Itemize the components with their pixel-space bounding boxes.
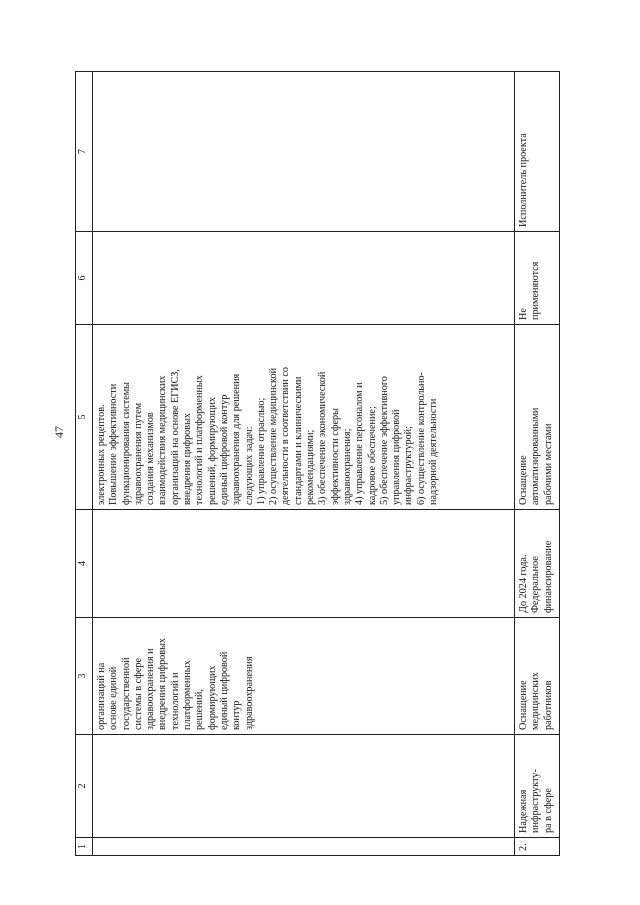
cell-line: автоматизированными (530, 407, 542, 505)
cell-line: До 2024 года. (518, 554, 529, 613)
cell-line: Исполнитель проекта (518, 133, 529, 227)
cell-line: эффективности сферы (329, 408, 341, 505)
cell-line: медицинских (530, 672, 542, 730)
cell-line: организаций на основе ЕГИСЗ, (169, 369, 181, 505)
cell-line: единый цифровой контур (218, 394, 230, 505)
cell-line: 3) обеспечение экономической (317, 371, 329, 505)
cell-line: применяются (530, 261, 542, 320)
cell-line: здравоохранения; (341, 428, 353, 505)
header-cell: 6 (76, 232, 93, 325)
cell-line: платформенных (182, 660, 194, 730)
table-cell (515, 838, 560, 856)
header-cell: 1 (76, 838, 93, 856)
cell-line: формирующих (206, 665, 218, 730)
table-row (93, 72, 515, 856)
cell-line: управления цифровой (391, 409, 403, 505)
table-cell (93, 232, 515, 325)
cell-line: надзорной деятельности (428, 398, 440, 505)
cell-line: Не (518, 308, 529, 320)
header-cell: 3 (76, 618, 93, 735)
cell-line: 2) осуществление медицинской (268, 367, 280, 505)
table-cell (515, 325, 560, 510)
header-cell: 5 (76, 325, 93, 510)
cell-line: электронных рецептов. (96, 404, 107, 505)
cell-line: рекомендациями; (305, 429, 317, 505)
cell-line: технологий и платформенных (194, 375, 206, 505)
cell-line: государственной (120, 657, 132, 730)
table-cell (515, 72, 560, 232)
cell-line: Оснащение (518, 455, 529, 505)
cell-line: кадровое обеспечение; (366, 406, 378, 505)
cell-line: здравоохранения и (145, 648, 157, 730)
cell-line: организаций на (96, 662, 107, 730)
table-cell (93, 838, 515, 856)
cell-line: 5) обеспечение эффективного (378, 376, 390, 505)
cell-line: Надежная (518, 789, 529, 833)
table-cell (93, 72, 515, 232)
cell-line: внедрения цифровых (157, 637, 169, 730)
cell-line: 1) управление отраслью; (255, 397, 267, 505)
cell-line: Федеральное (530, 556, 542, 613)
cell-line: рабочими местами (542, 423, 554, 505)
cell-line: основе единой (108, 666, 120, 730)
cell-line: Повышение эффективности (108, 383, 120, 505)
cell-line: здравоохранения путем (132, 402, 144, 505)
cell-line: Оснащение (518, 680, 529, 730)
cell-line: создания механизмов (145, 412, 157, 505)
rotated-table-wrapper (75, 72, 560, 856)
cell-line: инфраструктурой; (403, 426, 415, 505)
cell-line: следующих задач: (243, 426, 255, 505)
cell-line: 6) осуществление контрольно- (415, 372, 427, 505)
cell-line: функционирования системы (120, 381, 132, 505)
cell-line: 4) управление персоналом и (354, 382, 366, 505)
table-cell (93, 618, 515, 735)
cell-line: системы в сфере (132, 657, 144, 730)
cell-line: инфраструкту- (530, 769, 542, 833)
table-cell (515, 618, 560, 735)
cell-line: внедрения цифровых (182, 412, 194, 505)
cell-line: здравоохранения для решения (231, 373, 243, 505)
cell-line: взаимодействия медицинских (157, 375, 169, 505)
cell-line: ра в сфере (542, 788, 554, 833)
cell-line: единый цифровой (218, 651, 230, 730)
table-cell (93, 735, 515, 838)
cell-line: стандартами и клиническими (292, 376, 304, 505)
table-cell (515, 735, 560, 838)
cell-line: работников (542, 680, 554, 730)
cell-line: решений, (194, 689, 206, 730)
table-cell (93, 325, 515, 510)
cell-line: финансирование (542, 540, 554, 613)
page-number: 47 (52, 426, 66, 438)
cell-line: здравоохранения (243, 656, 255, 730)
table-row (515, 72, 560, 856)
table-cell (515, 510, 560, 618)
table-cell (93, 510, 515, 618)
cell-line: решений, формирующих (206, 396, 218, 505)
header-cell: 2 (76, 735, 93, 838)
project-table (75, 71, 560, 856)
cell-line: деятельности в соответствии со (280, 367, 292, 505)
header-cell: 4 (76, 510, 93, 618)
header-cell: 7 (76, 72, 93, 232)
cell-line: технологий и (169, 672, 181, 730)
table-cell (515, 232, 560, 325)
header-row (76, 72, 93, 856)
cell-line: контур (231, 700, 243, 730)
cell-line: 2. (518, 843, 529, 851)
